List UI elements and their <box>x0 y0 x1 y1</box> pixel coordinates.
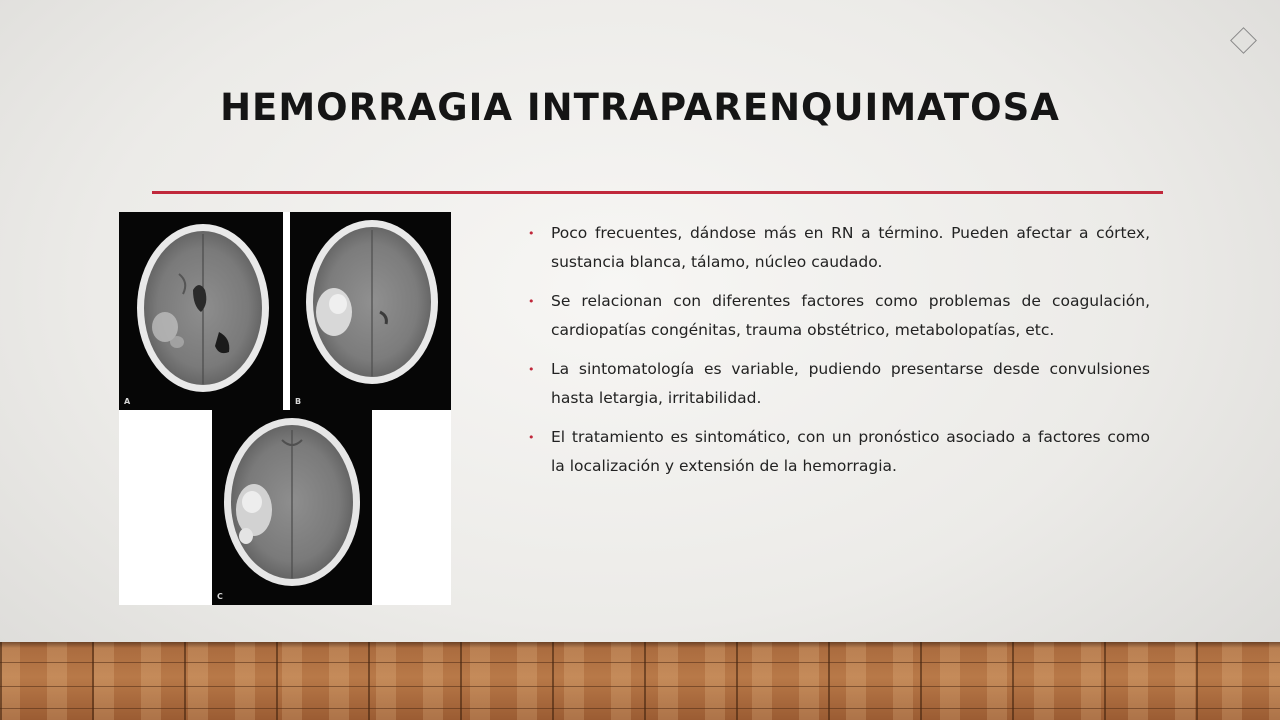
bullet-item <box>528 287 1150 345</box>
bullet-text: Se relacionan con diferentes factores como problemas de coagulación, cardiopatías congénitas, trauma obstétrico, metabolopatías, etc. <box>551 292 1150 339</box>
ct-scan-panel-c <box>212 410 372 605</box>
bullet-text: La sintomatología es variable, pudiendo presentarse desde convulsiones hasta letargia, irritabilidad. <box>551 360 1150 407</box>
ct-scan-panel-b <box>290 212 451 410</box>
bullet-list <box>528 219 1150 491</box>
bullet-dot-icon: • <box>528 295 535 308</box>
bullet-item <box>528 355 1150 413</box>
title-divider <box>152 191 1163 194</box>
bullet-text: Poco frecuentes, dándose más en RN a término. Pueden afectar a córtex, sustancia blanca, tálamo, núcleo caudado. <box>551 224 1150 271</box>
bullet-dot-icon: • <box>528 363 535 376</box>
ct-scan-figure <box>119 212 451 605</box>
slide-title: HEMORRAGIA INTRAPARENQUIMATOSA <box>220 86 1060 129</box>
slide-number <box>1235 32 1252 49</box>
ct-scan-panel-a <box>119 212 283 410</box>
bullet-text: El tratamiento es sintomático, con un pronóstico asociado a factores como la localización y extensión de la hemorragia. <box>551 428 1150 475</box>
floor-plank-line <box>0 662 1280 663</box>
floor-plank-line <box>0 686 1280 687</box>
panel-label-a: A <box>124 397 131 406</box>
bullet-item <box>528 219 1150 277</box>
bullet-dot-icon: • <box>528 227 535 240</box>
wood-floor-decoration <box>0 642 1280 720</box>
floor-plank-line <box>0 708 1280 709</box>
bullet-item <box>528 423 1150 481</box>
panel-label-b: B <box>295 397 302 406</box>
panel-label-c: C <box>217 592 223 601</box>
bullet-dot-icon: • <box>528 431 535 444</box>
floor-shadow <box>0 642 1280 648</box>
